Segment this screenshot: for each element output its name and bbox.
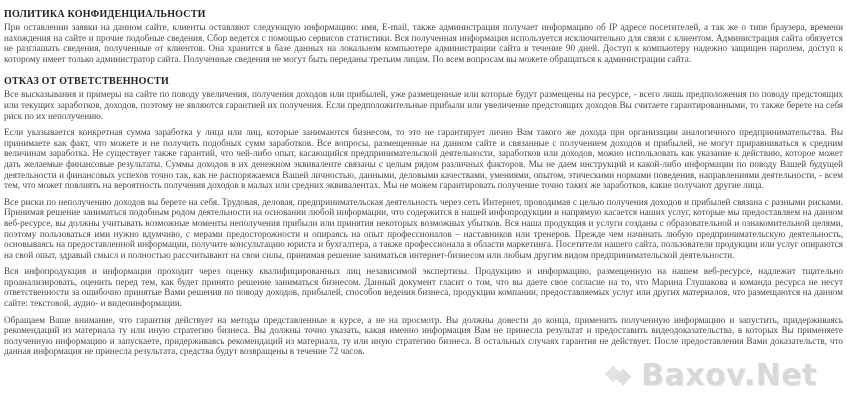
- disclaimer-paragraph-3: Все риски по неполучению доходов вы берете на себя. Трудовая, деловая, предпринимательская деятельность через сеть Интернет, проводимая с целью получения доходов и прибылей связана с разными рисками. Принимая решение заниматься подобным родом деятельности на основании любой информации, что содержится в нашей инфопродукции и напрямую касается наших услуг, которые мы предоставляем на данном веб-ресурсе, вы должны учитывать возможные моменты неполучения прибыли или принятия некоторых возможных убытков. Вся наша продукция и услуги созданы с образовательной и ознакомительной целями, поэтому пользоваться ими нужно вдумчиво, с мерами предосторожности и опираясь на опыт профессионалов – наставников или тренеров. Прежде чем начинать любую предпринимательскую деятельность, основываясь на предоставленной информации, получите консультацию юриста и бухгалтера, а также профессионала в области маркетинга. Посетители нашего сайта, пользователи продукции или услуг опираются на свой опыт, здравый смысл и полностью рассчитывают на свои силы, принимая решение заниматься интернет-бизнесом или любым другим видом предпринимательской деятельности.: [4, 196, 843, 260]
- privacy-title: ПОЛИТИКА КОНФИДЕНЦИАЛЬНОСТИ: [4, 9, 206, 20]
- disclaimer-paragraph-2: Если указывается конкретная сумма заработка у лица или лиц, которые занимаются бизнесом, то это не гарантирует лично Вам такого же дохода при организации аналогичного предпринимательства. Вы принимаете как факт, что можете и не получить подобных сумм заработков. Все вопросы, размещенные на данном сайте и связанные с получением доходов и прибылей, не могут приравниваться к средним величинам заработка. Не существует также гарантий, что чей-либо опыт, касающийся предпринимательской деятельности, заработков или доходов, можно использовать как указание к действию, которое может дать желаемые финансовые результаты. Суммы доходов в их денежном эквиваленте связаны с целым рядом различных факторов. Мы не даем инструкций и какой-либо информации по поводу Вашей будущей деятельности и финансовых успехов точно так, как не распоряжаемся Вашей личностью, данными, деловыми качествами, умениями, опытом, этическими нормами поведения, направлениями деятельности, - всем тем, что может повлиять на вероятность получения доходов в малых или средних эквивалентах. Мы не можем гарантировать получение точно таких же заработков, какие получают другие лица.: [4, 127, 843, 191]
- watermark: [605, 358, 817, 393]
- watermark-logo-icon: [605, 362, 635, 390]
- disclaimer-paragraph-5: Обращаем Ваше внимание, что гарантия действует на методы представленные в курсе, а не на просмотр. Вы должны довести до конца, применить полученную информацию и запустить, придерживаясь рекомендаций из материала ту или иную стратегию бизнеса. Вы должны точно указать, какая именно информация Вам не принесла результат и предоставить видеодоказательства, в которых Вы применяете полученную информацию и запускаете, придерживаясь рекомендаций из материала, ту или иную стратегию бизнеса. В остальных случаях гарантия не действует. После предоставления Вами доказательств, что данная информация не принесла результата, средства будут возвращены в течение 72 часов.: [4, 314, 843, 357]
- privacy-text: При оставлении заявки на данном сайте, клиенты оставляют следующую информацию: имя, E-mail, также администрация получает информацию об IP адресе посетителей, а так же о типе браузера, времени нахождения на сайте и прочие подобные сведения. Сбор ведется с помощью сервисов статистики. Вся полученная информация используется исключительно для связи с клиентом. Администрация сайта обязуется не разглашать сведения, полученные от клиентов. Она хранится в базе данных на локальном компьютере администрации сайта в течение 90 дней. Доступ к компьютеру надежно защищен паролем, доступ к которому имеет только администратор сайта. Полученные сведения не могут быть переданы третьим лицам. По всем вопросам вы можете обращаться к администрации сайта.: [4, 22, 843, 64]
- disclaimer-title: ОТКАЗ ОТ ОТВЕТСТВЕННОСТИ: [4, 76, 170, 88]
- disclaimer-paragraph-4: Вся инфопродукция и информация проходит через оценку квалифицированных лиц независимой экспертизы. Продукцию и информацию, размещенную на нашем веб-ресурсе, надлежит тщательно проанализировать, оценить перед тем, как будет принято решение заниматься бизнесом. Данный документ гласит о том, что вы даете свое согласие на то, что Марина Глушакова и команда ресурса не несут ответственности за ошибочно принятые Вами решения по поводу доходов, прибылей, способов ведения бизнеса, продукции компании, предоставляемых услуг или других материалов, что размещаются на данном сайте: текстовой, аудио- и видеоинформации.: [4, 266, 843, 309]
- watermark-text: Baxov.Net: [641, 358, 817, 393]
- disclaimer-paragraph-1: Все высказывания и примеры на сайте по поводу увеличения, получения доходов или прибылей, уже размещенные или которые будут размещены на ресурсе, - всего лишь предположения по поводу предстоящих или текущих заработков, доходов, поэтому не являются гарантией их получения. Если предположительные прибыли или увеличение предстоящих доходов Вы считаете гарантированными, то также берете на себя риск по их неполучению.: [4, 89, 843, 121]
- document-page: [4, 9, 843, 363]
